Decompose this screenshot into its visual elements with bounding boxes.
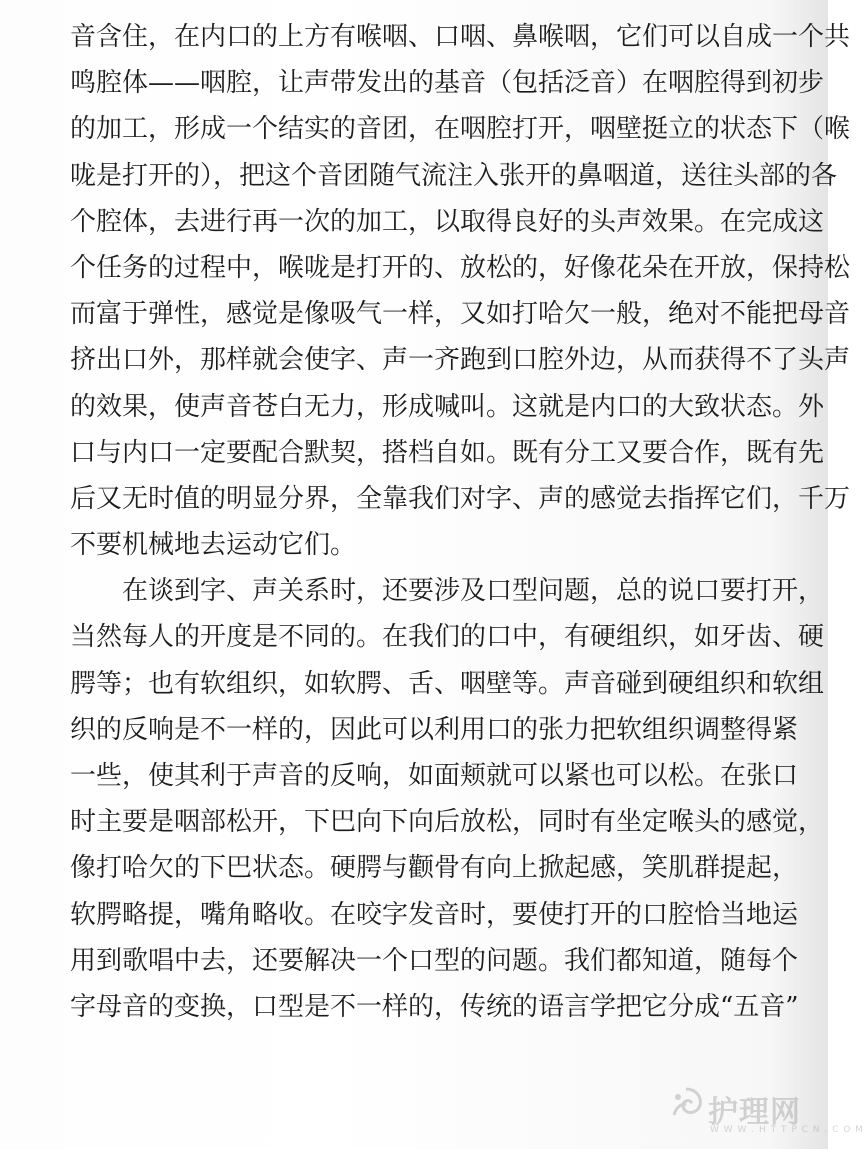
text-line: 后又无时值的明显分界，全靠我们对字、声的感觉去指挥它们，千万	[70, 483, 851, 514]
text-line: 字母音的变换，口型是不一样的，传统的语言学把它分成“五音”	[70, 991, 799, 1022]
text-line: 的加工，形成一个结实的音团，在咽腔打开，咽壁挺立的状态下（喉	[70, 114, 851, 145]
text-line: 而富于弹性，感觉是像吸气一样，又如打哈欠一般，绝对不能把母音	[70, 299, 851, 330]
text-line: 音含住，在内口的上方有喉咽、口咽、鼻喉咽，它们可以自成一个共	[70, 22, 851, 52]
text-line: 鸣腔体——咽腔，让声带发出的基音（包括泛音）在咽腔得到初步	[70, 68, 825, 99]
text-line: 不要机械地去运动它们。	[70, 530, 357, 561]
paragraph	[70, 14, 851, 568]
text-line: 织的反响是不一样的，因此可以利用口的张力把软组织调整得紧	[70, 714, 799, 745]
text-line: 个任务的过程中，喉咙是打开的、放松的，好像花朵在开放，保持松	[70, 252, 851, 283]
text-line: 口与内口一定要配合默契，搭档自如。既有分工又要合作，既有先	[70, 437, 825, 468]
paragraph	[70, 568, 825, 1030]
body-text	[70, 14, 851, 1030]
text-line: 时主要是咽部松开，下巴向下向后放松，同时有坐定喉头的感觉，	[70, 807, 825, 838]
swirl-logo-icon	[666, 1085, 706, 1125]
text-line: 软腭略提，嘴角略收。在咬字发音时，要使打开的口腔恰当地运	[70, 899, 799, 930]
text-line: 咙是打开的），把这个音团随气流注入张开的鼻咽道，送往头部的各	[70, 160, 838, 191]
text-line: 当然每人的开度是不同的。在我们的口中，有硬组织，如牙齿、硬	[70, 622, 825, 653]
text-line: 个腔体，去进行再一次的加工，以取得良好的头声效果。在完成这	[70, 206, 825, 237]
text-line: 用到歌唱中去，还要解决一个口型的问题。我们都知道，随每个	[70, 945, 799, 976]
text-line: 腭等；也有软组织，如软腭、舌、咽壁等。声音碰到硬组织和软组	[70, 668, 825, 699]
text-line: 像打哈欠的下巴状态。硬腭与颧骨有向上掀起感，笑肌群提起，	[70, 853, 799, 884]
watermark-url: W W W . H T T P C N . C O M	[710, 1125, 864, 1135]
text-line: 一些，使其利于声音的反响，如面颊就可以紧也可以松。在张口	[70, 761, 799, 791]
watermark-title: 护理网	[708, 1095, 801, 1130]
text-line: 在谈到字、声关系时，还要涉及口型问题，总的说口要打开，	[122, 576, 825, 607]
text-line: 的效果，使声音苍白无力，形成喊叫。这就是内口的大致状态。外	[70, 391, 825, 422]
site-watermark	[666, 1083, 864, 1143]
text-line: 挤出口外，那样就会使字、声一齐跑到口腔外边，从而获得不了头声	[70, 345, 851, 376]
